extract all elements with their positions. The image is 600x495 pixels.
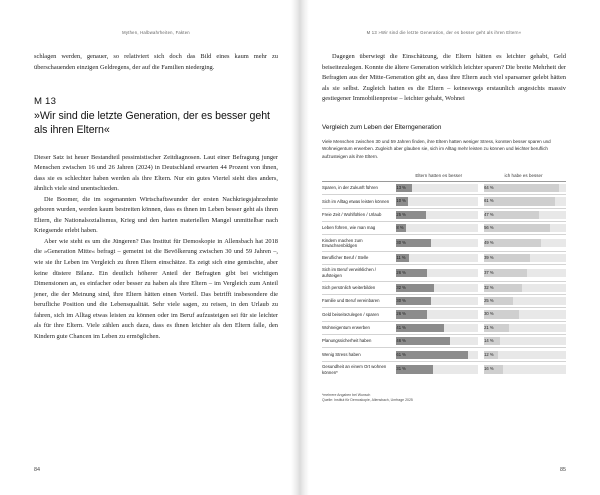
bar-self-cell [481, 294, 566, 307]
row-label: Wenig Stress haben [322, 348, 396, 361]
bar-parents-cell [396, 195, 481, 208]
bar-parents-cell [396, 294, 481, 307]
row-label: Planungssicherheit haben [322, 335, 396, 348]
table-row [322, 348, 566, 361]
bar-parents-value: 32 % [396, 284, 406, 290]
bar-track [484, 284, 566, 292]
bar-self-value: 16 % [484, 366, 494, 372]
bar-parents-cell [396, 265, 481, 281]
bar-track [396, 254, 478, 262]
table-row [322, 335, 566, 348]
bar-parents-cell [396, 335, 481, 348]
row-label: Sich im Alltag etwas leisten können [322, 195, 396, 208]
paragraph-3: Aber wie steht es um die Jüngeren? Das Institut für Demoskopie in Allensbach hat 2018 die »Generation Mitte« befragt – gemeint ist die Bevölkerung zwischen 30 und 59 Jahren –, wie sie ihr Leben im Vergleich zu ihren Eltern einschätze. Es zeigt sich eine gemischte, aber keine düstere Bilanz. Ein deutlich höherer Anteil der Befragten gibt bei wichtigen Dimensionen an, es einfacher oder besser zu haben als ihre Eltern – im Vergleich zum Anteil jener, die der Meinung sind, ihre Eltern hätten einen Vorteil. Das betrifft insbesondere die berufliche Position und die Lebensqualität. Sehr viele sagen, zu reisen, in den Urlaub zu fahren, sich im Alltag etwas leisten zu können oder im Beruf aufzusteigen sei für sie leichter als für ihre Eltern. Viele zählen auch dazu, dass es ihnen leichter als den Eltern falle, den Kindern gute Chancen im Leben zu ermöglichen. [34, 237, 278, 340]
paragraph-continued: schlagen werden, genauer, so relativiert sich doch das Bild eines kaum mehr zu überschauenden einzigen Geldregens, der auf die Familien niederging. [34, 53, 278, 71]
bar-parents-cell [396, 208, 481, 221]
bar-track [484, 269, 566, 277]
bar-self-cell [481, 335, 566, 348]
bar-track [484, 365, 566, 373]
table-row [322, 265, 566, 281]
bar-track [396, 197, 478, 205]
row-label: Sparen, in der Zukunft führen [322, 181, 396, 194]
folio-right: 85 [560, 467, 566, 473]
bar-track [484, 239, 566, 247]
bar-track [484, 351, 566, 359]
legend-series-self: ich habe es besser [504, 172, 543, 178]
folio-left: 84 [34, 467, 40, 473]
row-label: Beruflicher Beruf / Stelle [322, 251, 396, 264]
bar-self-cell [481, 251, 566, 264]
bar-parents-cell [396, 361, 481, 377]
bar-self-cell [481, 208, 566, 221]
bar-track [484, 310, 566, 318]
bar-track [396, 297, 478, 305]
chapter-heading [34, 95, 278, 137]
chart-source: Quelle: Institut für Demoskopie, Allensbach, Umfrage 2025 [322, 398, 413, 403]
bar-track [396, 365, 478, 373]
row-label: Kindern machen zum Erwachsenbildgen [322, 235, 396, 251]
bar-self-cell [481, 348, 566, 361]
chart-title: Vergleich zum Leben der Elterngeneration [322, 123, 442, 131]
row-label: Familie und Beruf vereinbaren [322, 294, 396, 307]
right-running-head: M 13 »Wir sind die letzte Generation, der es besser geht als ihren Eltern« [366, 30, 522, 35]
bar-parents-value: 10 % [396, 198, 406, 204]
table-row [322, 222, 566, 235]
bar-self-value: 39 % [484, 254, 494, 260]
bar-parents-value: 30 % [396, 240, 406, 246]
table-row [322, 208, 566, 221]
bar-track [484, 224, 566, 232]
bar-track [484, 184, 566, 192]
table-row [322, 361, 566, 377]
bar-parents-cell [396, 308, 481, 321]
bar-track [396, 351, 478, 359]
table-row [322, 281, 566, 294]
page-title: »Wir sind die letzte Generation, der es besser geht als ihren Eltern« [34, 110, 270, 137]
bar-parents-cell [396, 222, 481, 235]
paragraph-1: Dieser Satz ist heuer Bestandteil pessimistischer Zeitdiagnosen. Laut einer Befragung junger Menschen zwischen 16 und 26 Jahren (2024) in Deutschland erwarten 44 Prozent von ihnen, dass sie es schlechter haben werden als ihre Eltern. Nur ein gutes Viertel sieht dies anders, ähnlich viele sind unentschieden. [34, 153, 278, 193]
bar-self-value: 14 % [484, 338, 494, 344]
bar-parents-value: 11 % [396, 254, 406, 260]
paragraph-2: Die Boomer, die im sogenannten Wirtschaftswunder der ersten Nachkriegsjahrzehnte geboren wurden, werden kaum bestreiten können, dass es ihnen im Leben besser geht als ihren Eltern, die Nationalsozialismus, Krieg und den harten materiellen Mangel unmittelbar nach Kriegsende erlebt haben. [34, 195, 278, 235]
bar-parents-value: 8 % [396, 225, 404, 231]
table-row [322, 321, 566, 334]
bar-self-value: 64 % [484, 185, 494, 191]
chart-description: Viele Menschen zwischen 30 und 59 Jahren finden, ihre Eltern hatten weniger Stress, konnten besser sparen und Wohneigentum erwerben. Zugleich aber glauben sie, sich im Alltag mehr leisten zu können und leichter beruflich aufzusteigen als ihre Eltern. [322, 138, 551, 159]
row-label: Geld beiseitezulegen / sparen [322, 308, 396, 321]
bar-track [484, 297, 566, 305]
chart-rows [322, 181, 566, 377]
chapter-number: M 13 [34, 96, 57, 108]
table-row [322, 235, 566, 251]
chart-footnotes [322, 393, 566, 403]
bar-self-cell [481, 265, 566, 281]
row-label: Sich im Beruf verwirklichen / aufsteigen [322, 265, 396, 281]
bar-track [484, 254, 566, 262]
bar-self-cell [481, 235, 566, 251]
bar-track [484, 211, 566, 219]
bar-parents-value: 30 % [396, 298, 406, 304]
table-row [322, 195, 566, 208]
bar-parents-value: 31 % [396, 366, 406, 372]
paragraph-right-1: Dagegen überwiegt die Einschätzung, die Eltern hätten es leichter gehabt, Geld beiseitezulegen. Konnte die ältere Generation wirklich leichter sparen? Die breite Mehrheit der Befragten aus der Mitte-Generation gibt an, dass ihre Eltern auch viel sparsamer gelebt hätten als sie selbst. Zugleich hatten es die Eltern – keineswegs erstaunlich angesichts massiv gestiegener Immobilienpreise – leichter gehabt, Wohnei [322, 53, 566, 103]
table-row [322, 181, 566, 194]
bar-parents-value: 61 % [396, 351, 406, 357]
bar-track [484, 324, 566, 332]
bar-self-value: 25 % [484, 298, 494, 304]
row-label: Freie Zeit / Wohlfühlen / Urlaub [322, 208, 396, 221]
row-label: Sich persönlich weiterbilden [322, 281, 396, 294]
bar-self-cell [481, 361, 566, 377]
chart-table [322, 173, 566, 377]
bar-self-cell [481, 281, 566, 294]
bar-parents-cell [396, 235, 481, 251]
bar-track [396, 337, 478, 345]
bar-self-value: 61 % [484, 198, 494, 204]
bar-parents-cell [396, 251, 481, 264]
chart-figure [322, 123, 566, 404]
table-row [322, 308, 566, 321]
bar-self-cell [481, 195, 566, 208]
left-running-head: Mythen, Halbwahrheiten, Fakten [122, 30, 190, 35]
bar-parents-value: 46 % [396, 338, 406, 344]
bar-parents-value: 26 % [396, 311, 406, 317]
table-row [322, 294, 566, 307]
bar-self-cell [481, 181, 566, 194]
bar-track [396, 239, 478, 247]
bar-track [396, 211, 478, 219]
bar-self-value: 49 % [484, 240, 494, 246]
row-label: Gesundheit an einem Ort wohnen können* [322, 361, 396, 377]
left-continued-text [34, 52, 278, 73]
bar-parents-value: 26 % [396, 269, 406, 275]
row-label: Leben führen, wie man mag [322, 222, 396, 235]
legend-spacer [322, 173, 396, 182]
right-page [300, 0, 600, 495]
bar-self-cell [481, 222, 566, 235]
bar-track [396, 224, 478, 232]
bar-track [484, 337, 566, 345]
bar-track [396, 184, 478, 192]
bar-track [396, 269, 478, 277]
bar-self-value: 12 % [484, 351, 494, 357]
bar-track [396, 324, 478, 332]
row-label: Wohneigentum erwerben [322, 321, 396, 334]
bar-self-cell [481, 308, 566, 321]
bar-self-value: 32 % [484, 284, 494, 290]
bar-parents-cell [396, 348, 481, 361]
chart-legend [322, 173, 566, 182]
bar-self-value: 21 % [484, 324, 494, 330]
bar-parents-value: 25 % [396, 211, 406, 217]
bar-self-value: 37 % [484, 269, 494, 275]
bar-track [484, 197, 566, 205]
chart-footnote-asterisk: *mehrere Angaben bei Wunsch [322, 393, 371, 398]
bar-parents-cell [396, 281, 481, 294]
bar-self-value: 56 % [484, 225, 494, 231]
bar-self-value: 47 % [484, 211, 494, 217]
table-row [322, 251, 566, 264]
bar-parents-value: 41 % [396, 324, 406, 330]
bar-parents-value: 13 % [396, 185, 406, 191]
bar-self-value: 30 % [484, 311, 494, 317]
legend-series-parents: Eltern hatten es besser [415, 172, 463, 178]
bar-track [396, 284, 478, 292]
bar-track [396, 310, 478, 318]
bar-parents-cell [396, 181, 481, 194]
bar-parents-cell [396, 321, 481, 334]
bar-self-cell [481, 321, 566, 334]
right-body-text [322, 52, 566, 105]
